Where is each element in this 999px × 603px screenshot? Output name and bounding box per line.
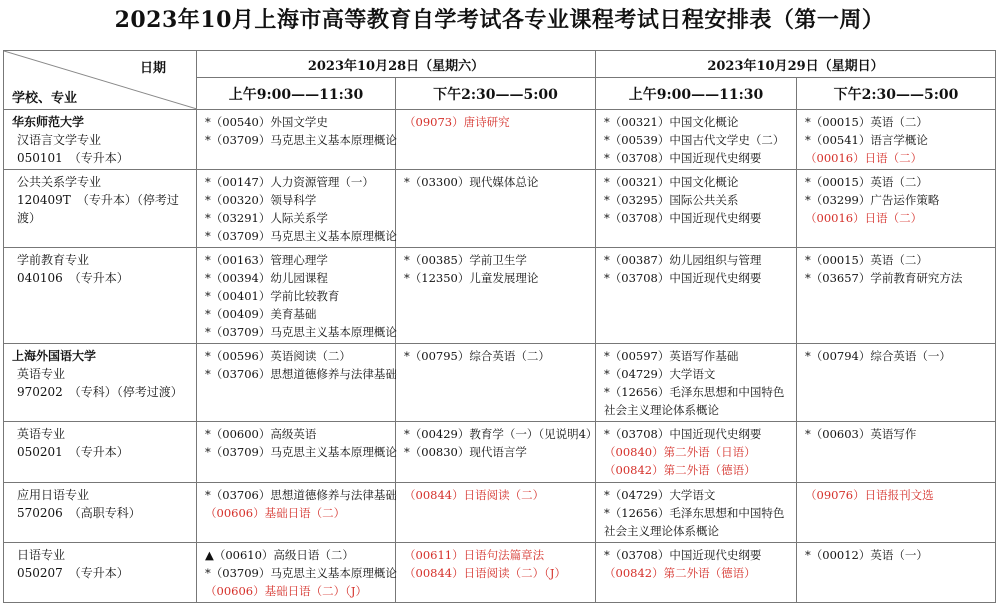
exam-slot-cell	[197, 543, 396, 603]
major-code: 050201 （专升本）	[17, 445, 129, 459]
exam-course: *（03706）思想道德修养与法律基础	[205, 488, 397, 502]
corner-school-label: 学校、专业	[12, 91, 78, 106]
exam-course: *（03708）中国近现代史纲要	[604, 427, 762, 441]
university-name: 华东师范大学	[12, 115, 85, 129]
exam-slot-cell	[797, 110, 996, 170]
exam-course: *（00015）英语（二）	[805, 253, 928, 267]
exam-slot-cell	[797, 170, 996, 248]
exam-course: *（03657）学前教育研究方法	[805, 271, 963, 285]
major-code: 970202 （专科）（停考过渡）	[17, 385, 183, 399]
exam-slot-cell	[197, 170, 396, 248]
exam-course: *（00321）中国文化概论	[604, 175, 739, 189]
exam-slot-cell	[596, 248, 797, 344]
exam-slot-cell	[197, 344, 396, 422]
exam-course: *（03295）国际公共关系	[604, 193, 739, 207]
table-row	[4, 543, 996, 603]
exam-course: *（00015）英语（二）	[805, 175, 928, 189]
exam-slot-cell	[396, 110, 596, 170]
exam-course: *（00795）综合英语（二）	[404, 349, 550, 363]
exam-course: （09076）日语报刊文选	[805, 488, 934, 502]
table-row	[4, 344, 996, 422]
exam-slot-cell	[396, 483, 596, 543]
table-row	[4, 248, 996, 344]
exam-course: *（03709）马克思主义基本原理概论	[205, 566, 397, 580]
school-major-cell	[4, 344, 197, 422]
exam-course: *（03708）中国近现代史纲要	[604, 548, 762, 562]
exam-slot-cell	[396, 170, 596, 248]
slot-header-2: 下午2:30——5:00	[396, 78, 596, 110]
exam-course: （00844）日语阅读（二）（J）	[404, 566, 566, 580]
exam-course: （00611）日语句法篇章法	[404, 548, 545, 562]
exam-course: *（00385）学前卫生学	[404, 253, 527, 267]
school-major-cell	[4, 543, 197, 603]
exam-slot-cell	[596, 543, 797, 603]
exam-slot-cell	[596, 110, 797, 170]
exam-course: *（00401）学前比较教育	[205, 289, 340, 303]
exam-course: *（03709）马克思主义基本原理概论	[205, 445, 397, 459]
exam-slot-cell	[596, 483, 797, 543]
exam-slot-cell	[596, 170, 797, 248]
slot-header-4: 下午2:30——5:00	[797, 78, 996, 110]
exam-course: *（04729）大学语文	[604, 488, 716, 502]
exam-slot-cell	[197, 483, 396, 543]
exam-course: *（12350）儿童发展理论	[404, 271, 539, 285]
exam-course: *（00600）高级英语	[205, 427, 317, 441]
date-header-2: 2023年10月29日（星期日）	[596, 51, 996, 78]
table-row	[4, 170, 996, 248]
exam-course: *（03709）马克思主义基本原理概论	[205, 229, 397, 243]
exam-course: *（00015）英语（二）	[805, 115, 928, 129]
exam-course: *（00387）幼儿园组织与管理	[604, 253, 762, 267]
exam-course: （00842）第二外语（德语）	[604, 463, 756, 477]
exam-course: *（00597）英语写作基础	[604, 349, 739, 363]
exam-slot-cell	[197, 248, 396, 344]
exam-course: *（03708）中国近现代史纲要	[604, 211, 762, 225]
exam-course: *（03708）中国近现代史纲要	[604, 151, 762, 165]
table-row	[4, 483, 996, 543]
exam-slot-cell	[596, 344, 797, 422]
exam-course: （00016）日语（二）	[805, 211, 923, 225]
exam-slot-cell	[396, 422, 596, 483]
schedule-body	[4, 110, 996, 603]
major-name: 汉语言文学专业	[17, 133, 102, 147]
major-name: 学前教育专业	[17, 253, 90, 267]
exam-course: *（00394）幼儿园课程	[205, 271, 328, 285]
school-major-cell	[4, 170, 197, 248]
exam-course: *（00794）综合英语（一）	[805, 349, 951, 363]
exam-course: *（03709）马克思主义基本原理概论	[205, 325, 397, 339]
exam-slot-cell	[197, 110, 396, 170]
major-name: 应用日语专业	[17, 488, 90, 502]
exam-course: *（00830）现代语言学	[404, 445, 527, 459]
exam-slot-cell	[396, 248, 596, 344]
exam-course: *（00603）英语写作	[805, 427, 917, 441]
exam-slot-cell	[797, 248, 996, 344]
exam-slot-cell	[596, 422, 797, 483]
corner-date-label: 日期	[139, 61, 166, 76]
major-code: 040106 （专升本）	[17, 271, 129, 285]
exam-course: （09073）唐诗研究	[404, 115, 510, 129]
exam-course: *（03709）马克思主义基本原理概论	[205, 133, 397, 147]
exam-course: *（00320）领导科学	[205, 193, 317, 207]
major-name: 日语专业	[17, 548, 66, 562]
major-name: 公共关系学专业	[17, 175, 102, 189]
exam-course: *（00409）美育基础	[205, 307, 317, 321]
university-name: 上海外国语大学	[12, 349, 97, 363]
major-code: 050207 （专升本）	[17, 566, 129, 580]
exam-slot-cell	[797, 483, 996, 543]
major-code: 050101 （专升本）	[17, 151, 129, 165]
major-name: 英语专业	[17, 427, 66, 441]
exam-slot-cell	[197, 422, 396, 483]
exam-course: （00844）日语阅读（二）	[404, 488, 545, 502]
exam-course: *（00539）中国古代文学史（二）	[604, 133, 785, 147]
school-major-cell	[4, 483, 197, 543]
exam-course: *（00321）中国文化概论	[604, 115, 739, 129]
major-code: 120409T （专升本）（停考过渡）	[17, 193, 179, 225]
exam-slot-cell	[396, 344, 596, 422]
page-title: 2023年10月上海市高等教育自学考试各专业课程考试日程安排表（第一周）	[114, 7, 885, 33]
exam-course: *（00163）管理心理学	[205, 253, 328, 267]
exam-course: （00842）第二外语（德语）	[604, 566, 756, 580]
exam-slot-cell	[797, 344, 996, 422]
exam-course: *（03291）人际关系学	[205, 211, 328, 225]
exam-course: *（03708）中国近现代史纲要	[604, 271, 762, 285]
exam-course: *（12656）毛泽东思想和中国特色社会主义理论体系概论	[604, 506, 785, 538]
exam-course: *（00541）语言学概论	[805, 133, 928, 147]
school-major-cell	[4, 110, 197, 170]
exam-course: *（12656）毛泽东思想和中国特色社会主义理论体系概论	[604, 385, 785, 417]
exam-course: （00840）第二外语（日语）	[604, 445, 756, 459]
exam-slot-cell	[797, 422, 996, 483]
slot-header-3: 上午9:00——11:30	[596, 78, 797, 110]
exam-course: （00606）基础日语（二）	[205, 506, 346, 520]
exam-course: （00016）日语（二）	[805, 151, 923, 165]
header-corner	[4, 51, 197, 110]
exam-slot-cell	[396, 543, 596, 603]
exam-course: *（00147）人力资源管理（一）	[205, 175, 374, 189]
table-row	[4, 110, 996, 170]
school-major-cell	[4, 248, 197, 344]
exam-course: *（00596）英语阅读（二）	[205, 349, 351, 363]
exam-course: *（04729）大学语文	[604, 367, 716, 381]
exam-course: *（00012）英语（一）	[805, 548, 928, 562]
slot-header-1: 上午9:00——11:30	[197, 78, 396, 110]
exam-course: *（00429）教育学（一）（见说明4）	[404, 427, 598, 441]
exam-course: *（00540）外国文学史	[205, 115, 328, 129]
major-code: 570206 （高职专科）	[17, 506, 141, 520]
exam-course: （00606）基础日语（二）（J）	[205, 584, 367, 598]
exam-course: *（03300）现代媒体总论	[404, 175, 539, 189]
schedule-table	[3, 50, 996, 603]
major-name: 英语专业	[17, 367, 66, 381]
date-header-1: 2023年10月28日（星期六）	[197, 51, 596, 78]
exam-course: *（03706）思想道德修养与法律基础	[205, 367, 397, 381]
exam-course: *（03299）广告运作策略	[805, 193, 940, 207]
exam-slot-cell	[797, 543, 996, 603]
table-row	[4, 422, 996, 483]
school-major-cell	[4, 422, 197, 483]
exam-course: ▲（00610）高级日语（二）	[205, 548, 354, 562]
